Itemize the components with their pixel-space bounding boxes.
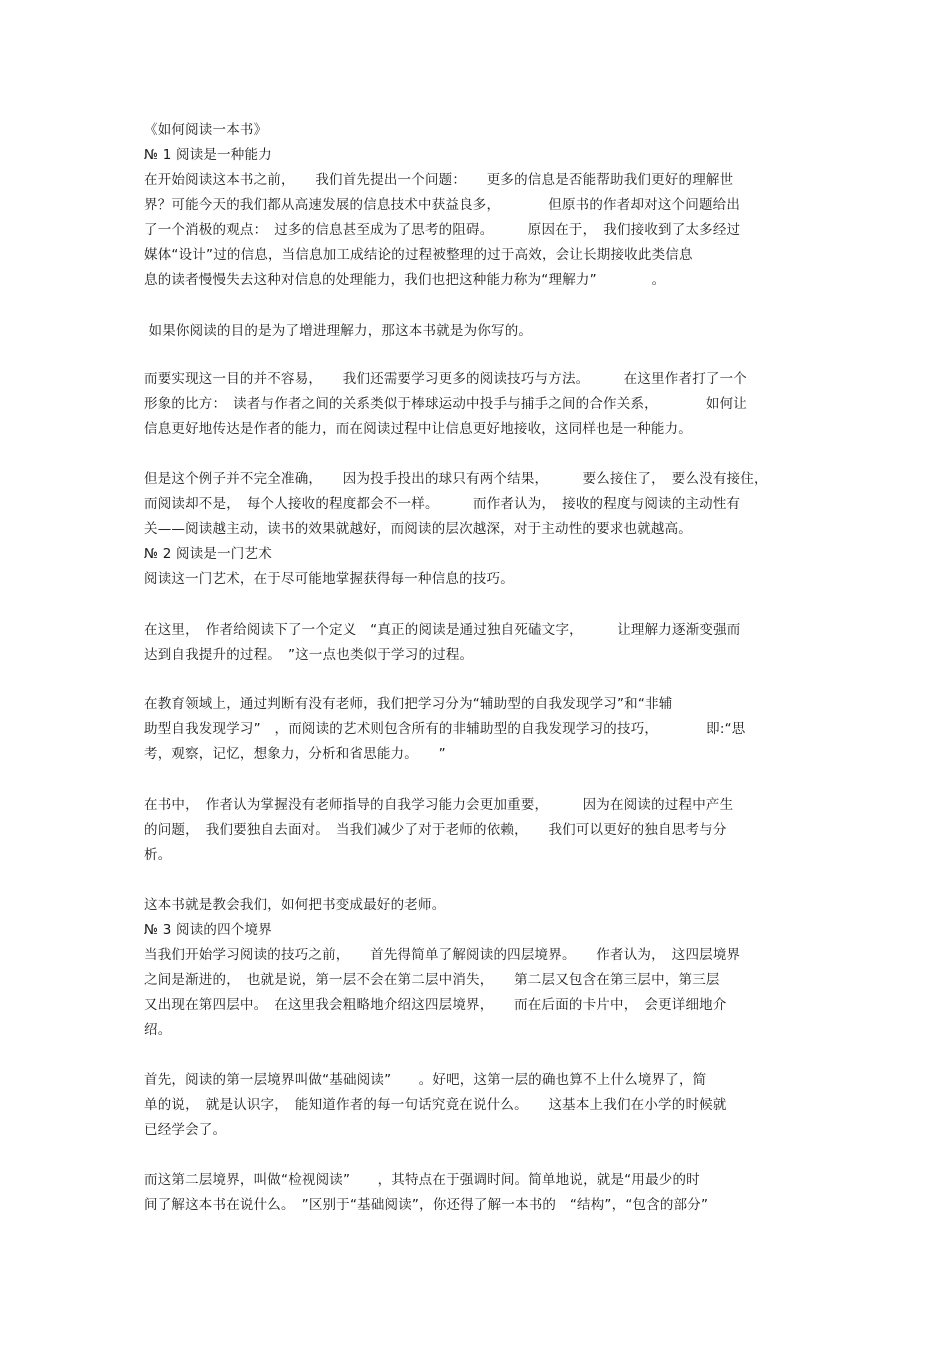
paragraph-line: 首先，阅读的第一层境界叫做“基础阅读” 。好吧，这第一层的确也算不上什么境界了，简 [144, 1072, 707, 1088]
section-heading-2: № 2 阅读是一门艺术 [144, 546, 272, 562]
paragraph-line: 单的说， 就是认识字， 能知道作者的每一句话究竟在说什么。 这基本上我们在小学的时候就 [144, 1097, 727, 1113]
paragraph-line: 了一个消极的观点： 过多的信息甚至成为了思考的阻碍。 原因在于， 我们接收到了太多经过 [144, 222, 741, 238]
paragraph-line: 在这里， 作者给阅读下了一个定义 “真正的阅读是通过独自死磕文字， 让理解力逐渐变强而 [144, 622, 741, 638]
paragraph-line: 在开始阅读这本书之前， 我们首先提出一个问题： 更多的信息是否能帮助我们更好的理解世 [144, 172, 734, 188]
paragraph-line: 形象的比方： 读者与作者之间的关系类似于棒球运动中投手与捕手之间的合作关系， 如何让 [144, 396, 747, 412]
paragraph-line: 达到自我提升的过程。 ”这一点也类似于学习的过程。 [144, 647, 474, 663]
paragraph-line: 助型自我发现学习” ，而阅读的艺术则包含所有的非辅助型的自我发现学习的技巧， 即:“思 [144, 721, 746, 737]
paragraph-line: 如果你阅读的目的是为了增进理解力，那这本书就是为你写的。 [144, 323, 533, 339]
paragraph-line: 而阅读却不是， 每个人接收的程度都会不一样。 而作者认为， 接收的程度与阅读的主动性有 [144, 496, 741, 512]
paragraph-line: 阅读这一门艺术，在于尽可能地掌握获得每一种信息的技巧。 [144, 571, 514, 587]
paragraph-line: 的问题， 我们要独自去面对。 当我们减少了对于老师的依赖， 我们可以更好的独自思考与分 [144, 822, 727, 838]
paragraph-line: 在书中， 作者认为掌握没有老师指导的自我学习能力会更加重要， 因为在阅读的过程中产生 [144, 797, 734, 813]
section-heading-3: № 3 阅读的四个境界 [144, 922, 272, 938]
paragraph-line: 当我们开始学习阅读的技巧之前， 首先得简单了解阅读的四层境界。 作者认为， 这四层境界 [144, 947, 741, 963]
book-title: 《如何阅读一本书》 [144, 122, 268, 138]
paragraph-line: 之间是渐进的， 也就是说，第一层不会在第二层中消失， 第二层又包含在第三层中，第三层 [144, 972, 720, 988]
paragraph-line: 间了解这本书在说什么。 ”区别于“基础阅读”，你还得了解一本书的 “结构”，“包含的部分” [144, 1197, 709, 1213]
paragraph-line: 在教育领域上，通过判断有没有老师，我们把学习分为“辅助型的自我发现学习”和“非辅 [144, 696, 673, 712]
paragraph-line: 考，观察，记忆，想象力，分析和省思能力。 ” [144, 746, 446, 762]
paragraph-line: 析。 [144, 847, 172, 863]
paragraph-line: 但是这个例子并不完全准确， 因为投手投出的球只有两个结果， 要么接住了， 要么没有接住， [144, 471, 768, 487]
paragraph-line: 关——阅读越主动，读书的效果就越好，而阅读的层次越深，对于主动性的要求也就越高。 [144, 521, 692, 537]
paragraph-line: 息的读者慢慢失去这种对信息的处理能力，我们也把这种能力称为“理解力” 。 [144, 272, 666, 288]
paragraph-line: 已经学会了。 [144, 1122, 227, 1138]
paragraph-line: 又出现在第四层中。 在这里我会粗略地介绍这四层境界， 而在后面的卡片中， 会更详细地介 [144, 997, 727, 1013]
paragraph-line: 媒体“设计”过的信息，当信息加工成结论的过程被整理的过于高效，会让长期接收此类信息 [144, 247, 693, 263]
paragraph-line: 信息更好地传达是作者的能力，而在阅读过程中让信息更好地接收，这同样也是一种能力。 [144, 421, 692, 437]
paragraph-line: 绍。 [144, 1022, 172, 1038]
section-heading-1: № 1 阅读是一种能力 [144, 147, 272, 163]
paragraph-line: 而要实现这一目的并不容易， 我们还需要学习更多的阅读技巧与方法。 在这里作者打了一个 [144, 371, 747, 387]
paragraph-line: 这本书就是教会我们，如何把书变成最好的老师。 [144, 897, 446, 913]
paragraph-line: 界？可能今天的我们都从高速发展的信息技术中获益良多， 但原书的作者却对这个问题给出 [144, 197, 741, 213]
paragraph-line: 而这第二层境界，叫做“检视阅读” ，其特点在于强调时间。简单地说，就是“用最少的时 [144, 1172, 700, 1188]
